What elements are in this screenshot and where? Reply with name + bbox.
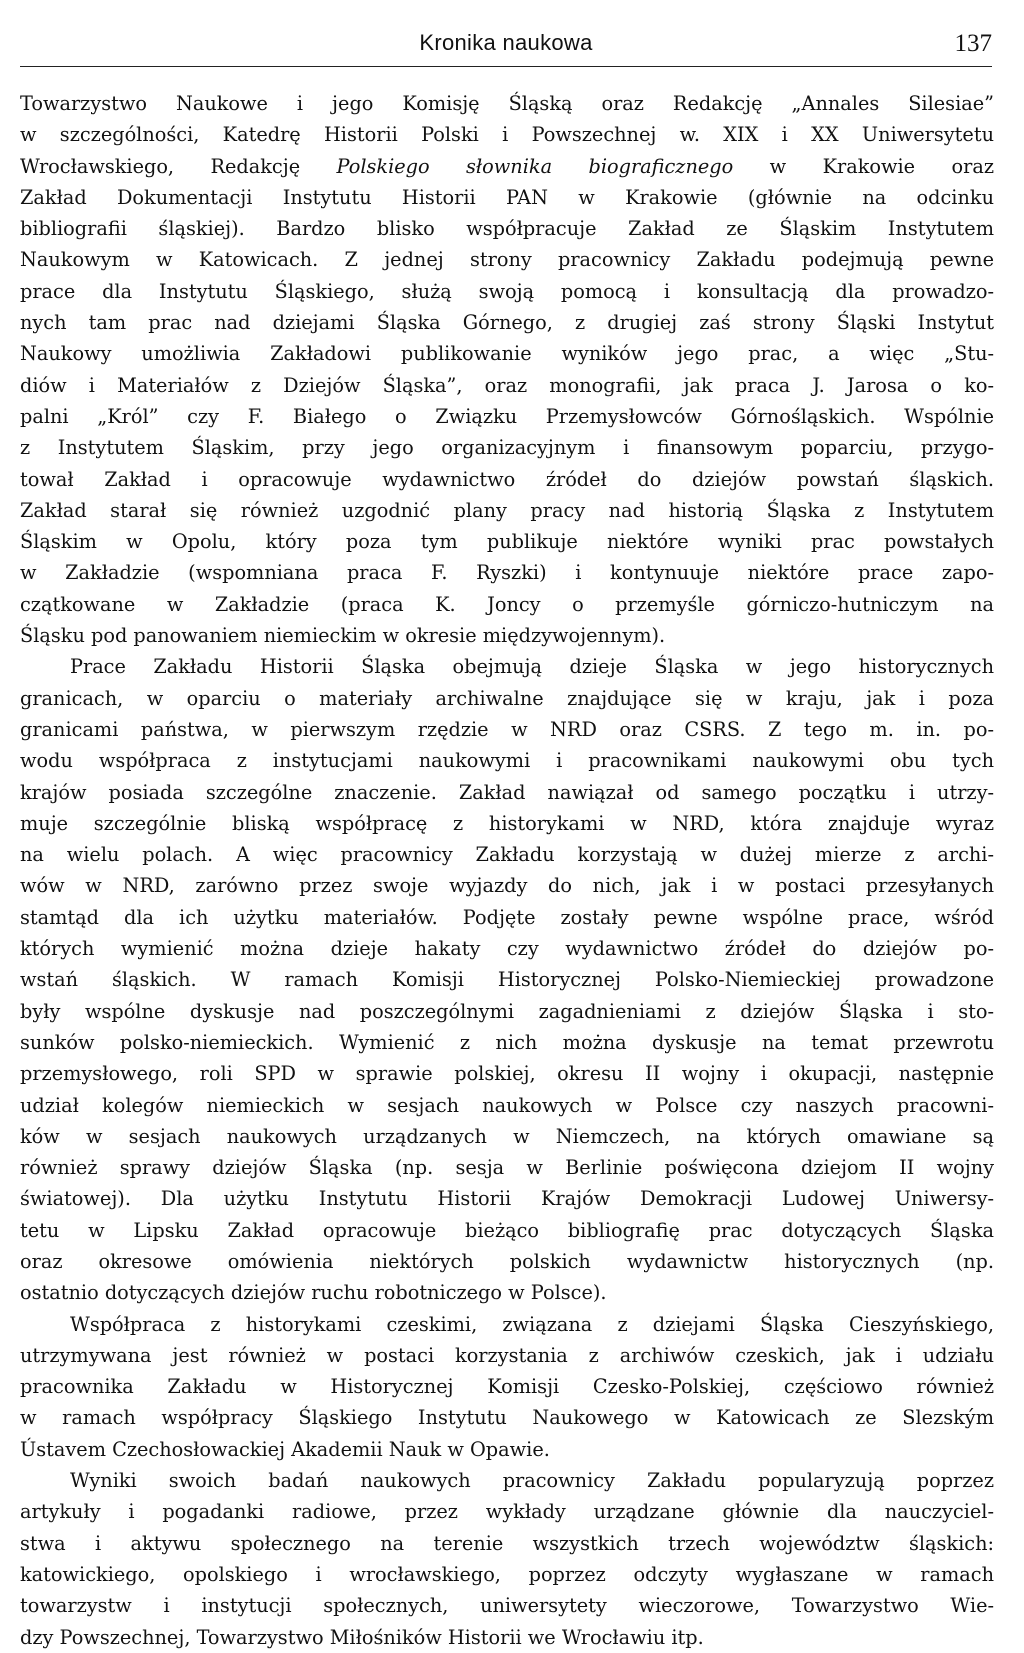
text-line: bibliografii śląskiej). Bardzo blisko współpracuje Zakład ze Śląskim Instytutem	[20, 217, 994, 241]
text-line: ków w sesjach naukowych urządzanych w Niemczech, na których omawiane są	[20, 1124, 994, 1148]
text-line: w ramach współpracy Śląskiego Instytutu Naukowego w Katowicach ze Slezským	[20, 1406, 994, 1430]
paragraph	[20, 651, 994, 1308]
text-line: z Instytutem Śląskim, przy jego organizacyjnym i finansowym poparciu, przygo-	[20, 436, 994, 460]
text-line: na wielu polach. A więc pracownicy Zakładu korzystają w dużej mierze z archi-	[20, 843, 994, 867]
running-title: Kronika naukowa	[419, 30, 593, 55]
text-line: Naukowy umożliwia Zakładowi publikowanie wyników jego prac, a więc „Stu-	[20, 342, 994, 366]
text-line: również sprawy dziejów Śląska (np. sesja w Berlinie poświęcona dziejom II wojny	[20, 1156, 994, 1180]
text-line: oraz okresowe omówienia niektórych polskich wydawnictw historycznych (np.	[20, 1249, 994, 1273]
text-line: Wyniki swoich badań naukowych pracownicy Zakładu popularyzują poprzez	[70, 1469, 994, 1493]
text-line: Śląskim w Opolu, który poza tym publikuje niektóre wyniki prac powstałych	[20, 530, 994, 554]
text-line: Wrocławskiego, Redakcję Polskiego słownika biograficznego w Krakowie oraz	[20, 154, 994, 178]
text-line: nych tam prac nad dziejami Śląska Górnego, z drugiej zaś strony Śląski Instytut	[20, 311, 994, 335]
text-line: w szczególności, Katedrę Historii Polski i Powszechnej w. XIX i XX Uniwersytetu	[20, 123, 994, 147]
text-line: katowickiego, opolskiego i wrocławskiego, poprzez odczyty wygłaszane w ramach	[20, 1562, 994, 1586]
text-line: muje szczególnie bliską współpracę z historykami w NRD, która znajduje wyraz	[20, 811, 994, 835]
text-line: wstań śląskich. W ramach Komisji Historycznej Polsko-Niemieckiej prowadzone	[20, 968, 994, 992]
text-line: tował Zakład i opracowuje wydawnictwo źródeł do dziejów powstań śląskich.	[20, 467, 994, 491]
text-line: Ústavem Czechosłowackiej Akademii Nauk w Opawie.	[20, 1437, 550, 1461]
text-line: były wspólne dyskusje nad poszczególnymi zagadnieniami z dziejów Śląska i sto-	[20, 999, 994, 1023]
text-line: pracownika Zakładu w Historycznej Komisji Czesko-Polskiej, częściowo również	[20, 1375, 994, 1399]
text-line: Śląsku pod panowaniem niemieckim w okresie międzywojennym).	[20, 624, 666, 648]
text-line: granicach, w oparciu o materiały archiwalne znajdujące się w kraju, jak i poza	[20, 686, 994, 710]
text-line: wodu współpraca z instytucjami naukowymi i pracownikami naukowymi obu tych	[20, 749, 994, 773]
text-line: Naukowym w Katowicach. Z jednej strony pracownicy Zakładu podejmują pewne	[20, 248, 994, 272]
text-line: Zakład starał się również uzgodnić plany pracy nad historią Śląska z Instytutem	[20, 498, 994, 522]
text-line: sunków polsko-niemieckich. Wymienić z nich można dyskusje na temat przewrotu	[20, 1030, 994, 1054]
text-line: dzy Powszechnej, Towarzystwo Miłośników Historii we Wrocławiu itp.	[20, 1625, 704, 1649]
page-header	[20, 30, 992, 62]
paragraph	[20, 1309, 994, 1465]
paragraph	[20, 88, 994, 651]
text-line: stamtąd dla ich użytku materiałów. Podjęte zostały pewne wspólne prace, wśród	[20, 905, 994, 929]
text-line: prace dla Instytutu Śląskiego, służą swoją pomocą i konsultacją dla prowadzo-	[20, 279, 994, 303]
text-line: utrzymywana jest również w postaci korzystania z archiwów czeskich, jak i udziału	[20, 1343, 994, 1367]
header-rule	[20, 66, 992, 67]
text-line: których wymienić można dzieje hakaty czy wydawnictwo źródeł do dziejów po-	[20, 937, 994, 961]
body-text	[20, 88, 994, 1653]
text-line: Zakład Dokumentacji Instytutu Historii PAN w Krakowie (głównie na odcinku	[20, 185, 994, 209]
text-line: Współpraca z historykami czeskimi, związana z dziejami Śląska Cieszyńskiego,	[70, 1312, 994, 1336]
text-line: udział kolegów niemieckich w sesjach naukowych w Polsce czy naszych pracowni-	[20, 1093, 994, 1117]
text-line: światowej). Dla użytku Instytutu Historii Krajów Demokracji Ludowej Uniwersy-	[20, 1187, 994, 1211]
page-number: 137	[954, 30, 992, 57]
text-line: czątkowane w Zakładzie (praca K. Joncy o przemyśle górniczo-hutniczym na	[20, 592, 994, 616]
text-line: Towarzystwo Naukowe i jego Komisję Śląską oraz Redakcję „Annales Silesiae”	[20, 92, 994, 115]
text-line: artykuły i pogadanki radiowe, przez wykłady urządzane głównie dla nauczyciel-	[20, 1500, 994, 1524]
text-line: w Zakładzie (wspomniana praca F. Ryszki) i kontynuuje niektóre prace zapo-	[20, 561, 994, 585]
text-line: palni „Król” czy F. Białego o Związku Przemysłowców Górnośląskich. Wspólnie	[20, 404, 994, 428]
text-line: ostatnio dotyczących dziejów ruchu robotniczego w Polsce).	[20, 1281, 607, 1305]
text-line: granicami państwa, w pierwszym rzędzie w NRD oraz CSRS. Z tego m. in. po-	[20, 717, 994, 741]
text-line: wów w NRD, zarówno przez swoje wyjazdy do nich, jak i w postaci przesyłanych	[20, 874, 994, 898]
text-line: stwa i aktywu społecznego na terenie wszystkich trzech województw śląskich:	[20, 1531, 994, 1555]
paragraph	[20, 1465, 994, 1653]
text-line: Prace Zakładu Historii Śląska obejmują dzieje Śląska w jego historycznych	[70, 655, 994, 679]
text-line: przemysłowego, roli SPD w sprawie polskiej, okresu II wojny i okupacji, następnie	[20, 1062, 994, 1086]
text-line: diów i Materiałów z Dziejów Śląska”, oraz monografii, jak praca J. Jarosa o ko-	[20, 373, 994, 397]
text-line: towarzystw i instytucji społecznych, uniwersytety wieczorowe, Towarzystwo Wie-	[20, 1594, 994, 1618]
text-line: krajów posiada szczególne znaczenie. Zakład nawiązał od samego początku i utrzy-	[20, 780, 994, 804]
text-line: tetu w Lipsku Zakład opracowuje bieżąco bibliografię prac dotyczących Śląska	[20, 1218, 994, 1242]
